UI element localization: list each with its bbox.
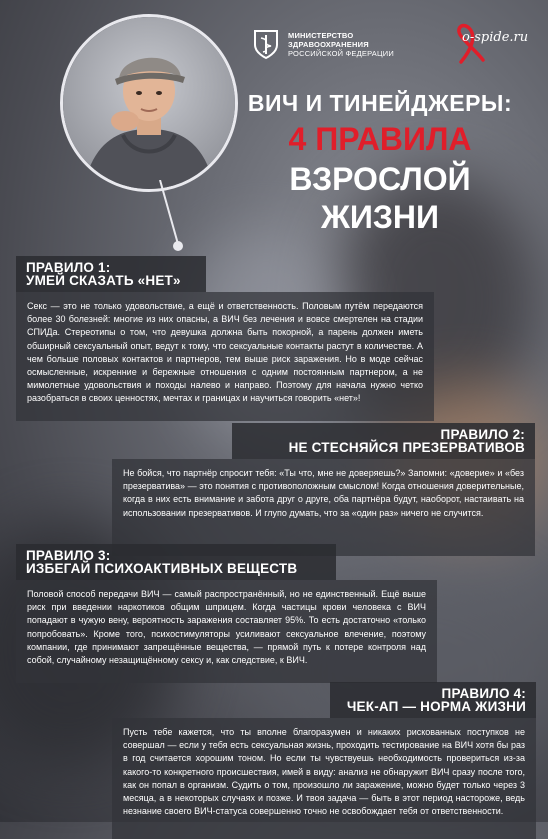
rule-heading (330, 682, 536, 718)
rule-number: ПРАВИЛО 1: (26, 260, 111, 275)
ministry-emblem-icon (251, 28, 281, 60)
title-line2: 4 ПРАВИЛА (288, 121, 472, 157)
rule-number: ПРАВИЛО 3: (26, 548, 111, 563)
poster-title (222, 88, 538, 236)
ministry-name-line3: РОССИЙСКОЙ ФЕДЕРАЦИИ (288, 48, 394, 58)
rule-text: Половой способ передачи ВИЧ — самый распространённый, но не единственный. Ещё выше риск при введении наркотиков общим шприцем. Когда частицы крови человека с ВИЧ попадают в чужую вену, вероятность заражения составляет 95%. То есть достаточно «только попробовать». Кроме того, психостимуляторы усиливают сексуальное влечение, поэтому компании, где принимают запрещённые вещества, — прямой путь к потере контроля над собой, случайному незащищённому сексу и, как следствие, к ВИЧ. (16, 580, 437, 683)
rule-card-3 (16, 544, 437, 683)
ministry-name-line1: МИНИСТЕРСТВО (288, 30, 354, 40)
rule-number: ПРАВИЛО 4: (441, 686, 526, 701)
rule-heading (16, 544, 336, 580)
rule-title: НЕ СТЕСНЯЙСЯ ПРЕЗЕРВАТИВОВ (288, 440, 525, 455)
rule-text: Не бойся, что партнёр спросит тебя: «Ты что, мне не доверяешь?» Запомни: «доверие» и «без презерватива» — это понятия с противоположным смыслом! Когда отношения доверительные, когда в них есть внимание и забота друг о друге, оба партнёра будут, наоборот, настаивать на использовании презервативов. И глупо думать, что за «один раз» ничего не случится. (112, 459, 535, 556)
rule-number: ПРАВИЛО 2: (440, 427, 525, 442)
rule-heading (16, 256, 206, 292)
connector-line (140, 180, 200, 260)
rule-title: ИЗБЕГАЙ ПСИХОАКТИВНЫХ ВЕЩЕСТВ (26, 561, 298, 576)
title-line3: ВЗРОСЛОЙ (289, 161, 471, 197)
partner-logo-text: o-spide.ru (462, 30, 529, 45)
rule-text: Секс — это не только удовольствие, а ещё и ответственность. Половым путём передаются более 30 болезней: многие из них опасны, а ВИЧ без лечения и вовсе смертелен на стадии СПИДа. Стереотипы о том, что девушка должна быть покорной, а парень должен иметь обширный сексуальный опыт, ведут к тому, что сексуальные контакты растут в количестве. А чем больше половых контактов и партнеров, тем выше риск заражения. Но в моде сейчас осмысленные, искренние и бережные отношения с одним постоянным партнером, а не мимолетные удовольствия и походы налево и направо. Поэтому для начала нужно четко разобраться в своих ценностях, мечтах и границах и научиться говорить «нет»! (16, 292, 434, 421)
rule-card-1 (16, 256, 434, 421)
rule-heading (232, 423, 535, 459)
teen-photo-avatar (60, 14, 238, 192)
rule-title: УМЕЙ СКАЗАТЬ «НЕТ» (26, 273, 181, 288)
rule-title: ЧЕК-АП — НОРМА ЖИЗНИ (346, 699, 526, 714)
title-line1: ВИЧ И ТИНЕЙДЖЕРЫ: (247, 90, 513, 116)
rule-text: Пусть тебе кажется, что ты вполне благоразумен и никаких рискованных поступков не совершал — если у тебя есть сексуальная жизнь, проходить тестирование на ВИЧ хотя бы раз в год считается хорошим тоном. Но если ты чувствуешь необходимость провериться из-за какого-то конкретного происшествия, имей в виду: анализ не обнаружит ВИЧ сразу после того, как он попал в организм. Судить о том, произошло ли заражение, можно будет только через 3 месяца, а в некоторых случаях и позже. И твоя задача — быть в этот период настороже, ведь незнание своего ВИЧ-статуса совершенно точно не освобождает тебя от ответственности. (112, 718, 536, 839)
rule-card-2 (112, 423, 535, 556)
rule-card-4 (112, 682, 536, 839)
ministry-name-line2: ЗДРАВООХРАНЕНИЯ (288, 39, 369, 49)
title-line4: ЖИЗНИ (320, 199, 440, 235)
ministry-logo (251, 28, 394, 60)
